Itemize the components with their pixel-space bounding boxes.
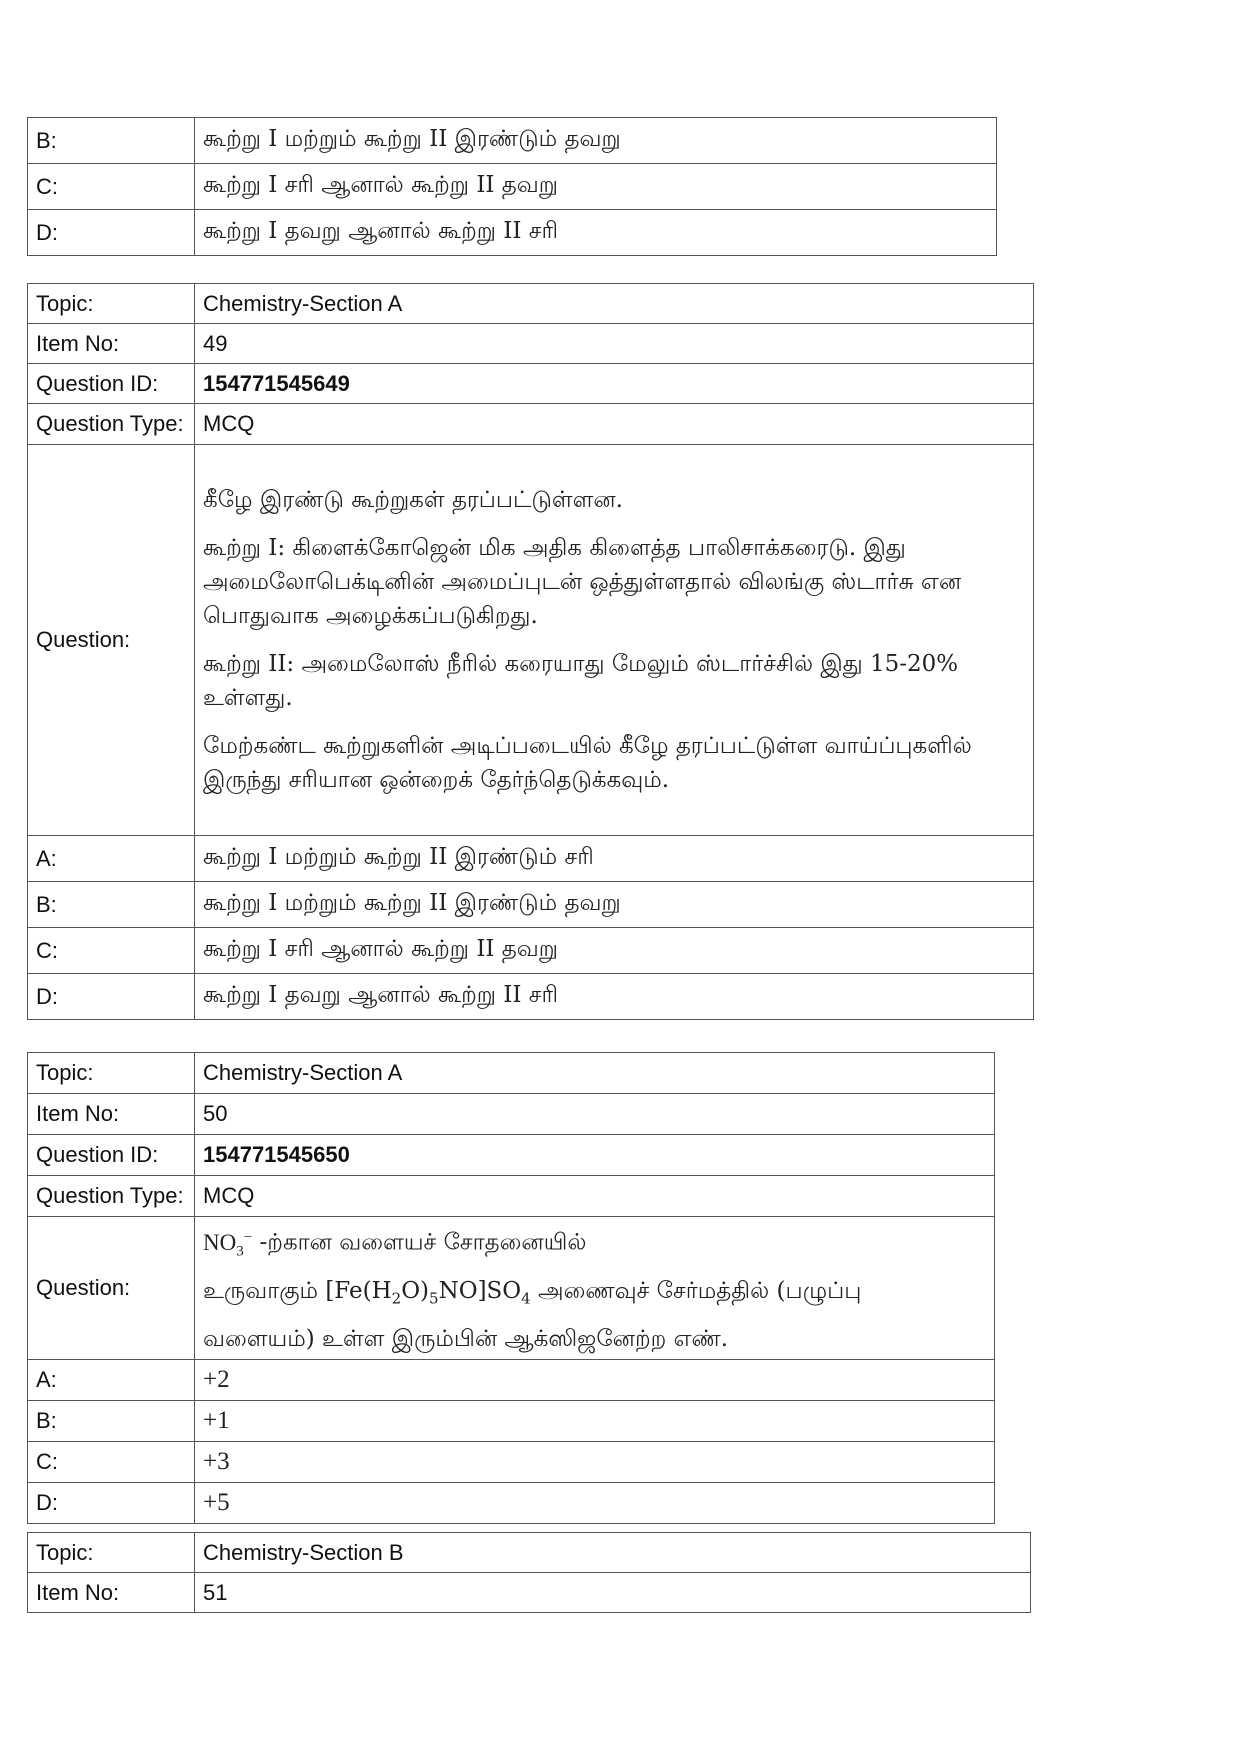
option-label: A:: [28, 836, 195, 882]
item-no-row: [28, 324, 1034, 364]
item-no-value: 49: [195, 324, 1034, 364]
question-label: Question:: [28, 445, 195, 836]
option-row-d: [28, 974, 1034, 1020]
topic-row: [28, 1533, 1031, 1573]
option-text: கூற்று I தவறு ஆனால் கூற்று II சரி: [195, 210, 997, 256]
option-row-b: [28, 882, 1034, 928]
question-row: [28, 1217, 995, 1360]
question-paragraph: மேற்கண்ட கூற்றுகளின் அடிப்படையில் கீழே தரப்பட்டுள்ள வாய்ப்புகளில் இருந்து சரியான ஒன்றைக் தேர்ந்தெடுக்கவும்.: [203, 733, 972, 793]
option-label: B:: [28, 118, 195, 164]
question-paragraph: கூற்று I: கிளைக்கோஜென் மிக அதிக கிளைத்த பாலிசாக்கரைடு. இது அமைலோபெக்டினின் அமைப்புடன் ஒத்துள்ளதால் விலங்கு ஸ்டார்சு என பொதுவாக அழைக்கப்படுகிறது.: [203, 535, 962, 629]
option-label: D:: [28, 974, 195, 1020]
option-text: கூற்று I சரி ஆனால் கூற்று II தவறு: [195, 928, 1034, 974]
question-type-label: Question Type:: [28, 404, 195, 445]
question-type-label: Question Type:: [28, 1176, 195, 1217]
topic-label: Topic:: [28, 1533, 195, 1573]
item-no-label: Item No:: [28, 324, 195, 364]
item-no-value: 51: [195, 1573, 1031, 1613]
item-no-row: [28, 1094, 995, 1135]
option-row-c: [28, 928, 1034, 974]
ion-charge: −: [243, 1229, 253, 1245]
formula-subscript: 5: [429, 1289, 439, 1308]
item-no-row: [28, 1573, 1031, 1613]
option-label: B:: [28, 882, 195, 928]
question-line: [203, 1217, 986, 1271]
topic-label: Topic:: [28, 1053, 195, 1094]
question-type-value: MCQ: [195, 1176, 995, 1217]
topic-value: Chemistry-Section A: [195, 1053, 995, 1094]
question-paragraph: கூற்று II: அமைலோஸ் நீரில் கரையாது மேலும் ஸ்டார்ச்சில் இது 15-20% உள்ளது.: [203, 651, 959, 711]
question-table-fragment: [27, 117, 997, 256]
question-id-row: [28, 364, 1034, 404]
option-text: கூற்று I தவறு ஆனால் கூற்று II சரி: [195, 974, 1034, 1020]
question-text-part: -ற்கான வளையச் சோதனையில்: [252, 1229, 587, 1256]
ion-symbol: NO: [203, 1229, 237, 1255]
topic-value: Chemistry-Section A: [195, 284, 1034, 324]
topic-row: [28, 1053, 995, 1094]
complex-formula-part: O): [401, 1278, 430, 1305]
question-table-49: [27, 283, 1034, 1020]
option-label: C:: [28, 928, 195, 974]
item-no-label: Item No:: [28, 1573, 195, 1613]
option-label: D:: [28, 1482, 195, 1523]
question-table-50: [27, 1052, 995, 1524]
option-label: A:: [28, 1359, 195, 1400]
item-no-label: Item No:: [28, 1094, 195, 1135]
option-text: +2: [195, 1359, 995, 1400]
option-label: C:: [28, 1441, 195, 1482]
option-text: கூற்று I மற்றும் கூற்று II இரண்டும் சரி: [195, 836, 1034, 882]
question-row: [28, 445, 1034, 836]
question-text: [195, 445, 1034, 836]
formula-subscript: 2: [391, 1289, 402, 1308]
question-text: [195, 1217, 995, 1360]
complex-formula-part: NO]SO: [438, 1278, 522, 1305]
option-row-a: [28, 1359, 995, 1400]
option-text: +1: [195, 1400, 995, 1441]
option-row-a: [28, 836, 1034, 882]
question-label: Question:: [28, 1217, 195, 1360]
ion-formula: [203, 1229, 253, 1260]
option-label: D:: [28, 210, 195, 256]
option-text: கூற்று I மற்றும் கூற்று II இரண்டும் தவறு: [195, 882, 1034, 928]
question-id-label: Question ID:: [28, 364, 195, 404]
option-label: B:: [28, 1400, 195, 1441]
question-id-value: 154771545649: [195, 364, 1034, 404]
option-row-c: [28, 1441, 995, 1482]
topic-label: Topic:: [28, 284, 195, 324]
formula-subscript: 4: [521, 1289, 531, 1308]
question-text-part: அணைவுச் சேர்மத்தில் (பழுப்பு: [530, 1278, 862, 1305]
question-type-value: MCQ: [195, 404, 1034, 445]
topic-row: [28, 284, 1034, 324]
question-id-label: Question ID:: [28, 1135, 195, 1176]
option-text: கூற்று I மற்றும் கூற்று II இரண்டும் தவறு: [195, 118, 997, 164]
item-no-value: 50: [195, 1094, 995, 1135]
question-paragraph: கீழே இரண்டு கூற்றுகள் தரப்பட்டுள்ளன.: [203, 487, 623, 513]
question-id-value: 154771545650: [195, 1135, 995, 1176]
option-text: +3: [195, 1441, 995, 1482]
option-row-b: [28, 118, 997, 164]
question-type-row: [28, 1176, 995, 1217]
question-table-51: [27, 1532, 1031, 1613]
ion-subscript: 3: [236, 1243, 244, 1260]
option-text: +5: [195, 1482, 995, 1523]
question-id-row: [28, 1135, 995, 1176]
option-row-d: [28, 1482, 995, 1523]
option-row-c: [28, 164, 997, 210]
question-line: [203, 1271, 986, 1319]
topic-value: Chemistry-Section B: [195, 1533, 1031, 1573]
option-text: கூற்று I சரி ஆனால் கூற்று II தவறு: [195, 164, 997, 210]
option-label: C:: [28, 164, 195, 210]
question-type-row: [28, 404, 1034, 445]
complex-formula-part: உருவாகும் [Fe(H: [203, 1278, 392, 1305]
option-row-d: [28, 210, 997, 256]
question-line: வளையம்) உள்ள இரும்பின் ஆக்ஸிஜனேற்ற எண்.: [203, 1325, 729, 1352]
option-row-b: [28, 1400, 995, 1441]
